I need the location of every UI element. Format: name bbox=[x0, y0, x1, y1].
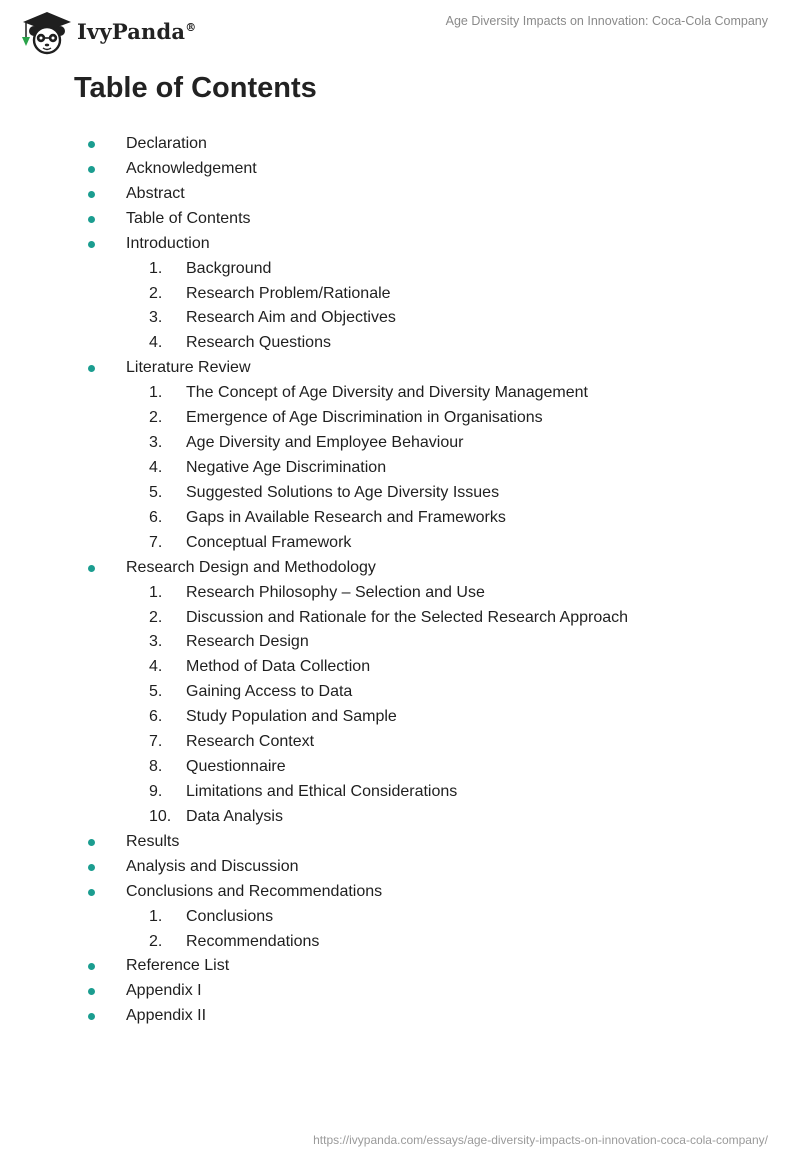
toc-subitem[interactable] bbox=[0, 930, 800, 955]
toc-item-label: Appendix II bbox=[126, 1007, 207, 1025]
toc-subitem-number: 6. bbox=[149, 508, 163, 526]
toc-subitem[interactable] bbox=[0, 630, 800, 655]
toc-subitem[interactable] bbox=[0, 531, 800, 556]
toc-subitem[interactable] bbox=[0, 680, 800, 705]
toc-subitem[interactable] bbox=[0, 406, 800, 431]
toc-subitem-number: 2. bbox=[149, 932, 163, 950]
toc-subitem-number: 5. bbox=[149, 683, 163, 701]
toc-item-label: Introduction bbox=[126, 234, 210, 252]
toc-item[interactable] bbox=[0, 232, 800, 257]
toc-subitem-label: Negative Age Discrimination bbox=[186, 458, 387, 476]
brand-name: IvyPanda® bbox=[77, 18, 197, 44]
toc-subitem[interactable] bbox=[0, 905, 800, 930]
toc-subitem-label: Conclusions bbox=[186, 907, 274, 925]
toc-item[interactable] bbox=[0, 954, 800, 979]
toc-subitem-label: Research Aim and Objectives bbox=[186, 309, 396, 327]
toc-subitem[interactable] bbox=[0, 481, 800, 506]
toc-item[interactable] bbox=[0, 132, 800, 157]
toc-item[interactable] bbox=[0, 979, 800, 1004]
toc-item-label: Literature Review bbox=[126, 359, 251, 377]
toc-item[interactable] bbox=[0, 356, 800, 381]
bullet-icon bbox=[88, 565, 95, 572]
toc-subitem-number: 7. bbox=[149, 733, 163, 751]
bullet-icon bbox=[88, 988, 95, 995]
toc-subitem-label: Suggested Solutions to Age Diversity Issues bbox=[186, 483, 500, 501]
table-of-contents bbox=[0, 132, 800, 1029]
toc-subitem-label: Gaps in Available Research and Frameworks bbox=[186, 508, 506, 526]
panda-graduate-icon bbox=[15, 9, 75, 55]
toc-item[interactable] bbox=[0, 830, 800, 855]
toc-item-label: Appendix I bbox=[126, 982, 202, 1000]
source-url[interactable]: https://ivypanda.com/essays/age-diversity-impacts-on-innovation-coca-cola-company/ bbox=[313, 1133, 768, 1147]
toc-item-label: Declaration bbox=[126, 135, 207, 152]
toc-subitem-label: Research Context bbox=[186, 733, 315, 751]
bullet-icon bbox=[88, 191, 95, 198]
page-header bbox=[0, 0, 800, 60]
toc-subitem-number: 10. bbox=[149, 807, 172, 825]
toc-item-label: Research Design and Methodology bbox=[126, 558, 376, 576]
toc-subitem-number: 9. bbox=[149, 782, 163, 800]
toc-item-label: Results bbox=[126, 832, 180, 850]
toc-subitem-number: 1. bbox=[149, 259, 163, 277]
bullet-icon bbox=[88, 1013, 95, 1020]
toc-subitem-label: Conceptual Framework bbox=[186, 533, 352, 551]
document-title: Age Diversity Impacts on Innovation: Coca-Cola Company bbox=[445, 14, 768, 28]
toc-subitem[interactable] bbox=[0, 655, 800, 680]
toc-subitem[interactable] bbox=[0, 730, 800, 755]
ivypanda-logo[interactable] bbox=[15, 9, 196, 55]
toc-item-label: Acknowledgement bbox=[126, 159, 257, 177]
toc-subitem-number: 3. bbox=[149, 309, 163, 327]
toc-subitem-number: 3. bbox=[149, 434, 163, 452]
toc-subitem[interactable] bbox=[0, 780, 800, 805]
toc-subitem-number: 4. bbox=[149, 458, 163, 476]
toc-subitem-number: 2. bbox=[149, 608, 163, 626]
bullet-icon bbox=[88, 141, 95, 148]
toc-subitem-number: 4. bbox=[149, 658, 163, 676]
toc-item[interactable] bbox=[0, 556, 800, 581]
toc-item-label: Conclusions and Recommendations bbox=[126, 882, 383, 900]
bullet-icon bbox=[88, 963, 95, 970]
toc-subitem-number: 1. bbox=[149, 907, 163, 925]
toc-subitem[interactable] bbox=[0, 381, 800, 406]
toc-subitem[interactable] bbox=[0, 282, 800, 307]
bullet-icon bbox=[88, 365, 95, 372]
toc-subitem[interactable] bbox=[0, 805, 800, 830]
toc-subitem-number: 2. bbox=[149, 284, 163, 302]
toc-subitem[interactable] bbox=[0, 257, 800, 282]
bullet-icon bbox=[88, 839, 95, 846]
bullet-icon bbox=[88, 166, 95, 173]
bullet-icon bbox=[88, 241, 95, 248]
toc-subitem-number: 5. bbox=[149, 483, 163, 501]
toc-subitem-label: Emergence of Age Discrimination in Organisations bbox=[186, 409, 543, 427]
toc-subitem[interactable] bbox=[0, 606, 800, 631]
toc-item-label: Abstract bbox=[126, 184, 185, 202]
toc-item[interactable] bbox=[0, 207, 800, 232]
toc-subitem-label: The Concept of Age Diversity and Diversity Management bbox=[186, 384, 588, 402]
toc-subitem-label: Recommendations bbox=[186, 932, 320, 950]
toc-subitem[interactable] bbox=[0, 755, 800, 780]
toc-subitem-label: Method of Data Collection bbox=[186, 658, 371, 676]
toc-item[interactable] bbox=[0, 182, 800, 207]
toc-subitem[interactable] bbox=[0, 456, 800, 481]
page-title: Table of Contents bbox=[74, 72, 317, 104]
toc-item[interactable] bbox=[0, 880, 800, 905]
toc-subitem-label: Research Questions bbox=[186, 334, 331, 352]
toc-item[interactable] bbox=[0, 855, 800, 880]
toc-subitem-label: Study Population and Sample bbox=[186, 708, 397, 726]
toc-subitem-label: Data Analysis bbox=[186, 807, 283, 825]
toc-item-label: Table of Contents bbox=[126, 209, 251, 227]
toc-item[interactable] bbox=[0, 157, 800, 182]
toc-subitem-number: 1. bbox=[149, 384, 163, 402]
toc-subitem[interactable] bbox=[0, 431, 800, 456]
toc-item[interactable] bbox=[0, 1004, 800, 1029]
toc-subitem-number: 7. bbox=[149, 533, 163, 551]
toc-subitem-label: Limitations and Ethical Considerations bbox=[186, 782, 458, 800]
toc-subitem-number: 3. bbox=[149, 633, 163, 651]
bullet-icon bbox=[88, 864, 95, 871]
toc-item-label: Analysis and Discussion bbox=[126, 857, 299, 875]
toc-subitem-label: Research Philosophy – Selection and Use bbox=[186, 583, 485, 601]
toc-subitem-label: Research Problem/Rationale bbox=[186, 284, 391, 302]
toc-subitem-label: Gaining Access to Data bbox=[186, 683, 353, 701]
toc-subitem[interactable] bbox=[0, 581, 800, 606]
bullet-icon bbox=[88, 889, 95, 896]
toc-subitem[interactable] bbox=[0, 705, 800, 730]
toc-subitem-number: 2. bbox=[149, 409, 163, 427]
toc-subitem-label: Discussion and Rationale for the Selected Research Approach bbox=[186, 608, 629, 626]
toc-subitem-number: 1. bbox=[149, 583, 163, 601]
toc-subitem-number: 6. bbox=[149, 708, 163, 726]
toc-subitem-label: Research Design bbox=[186, 633, 309, 651]
toc-subitem-label: Age Diversity and Employee Behaviour bbox=[186, 434, 464, 452]
toc-item-label: Reference List bbox=[126, 957, 230, 975]
toc-subitem-label: Questionnaire bbox=[186, 758, 286, 776]
toc-subitem-label: Background bbox=[186, 259, 272, 277]
toc-subitem-number: 4. bbox=[149, 334, 163, 352]
registered-mark: ® bbox=[185, 20, 197, 34]
bullet-icon bbox=[88, 216, 95, 223]
toc-subitem-number: 8. bbox=[149, 758, 163, 776]
toc-subitem[interactable] bbox=[0, 331, 800, 356]
toc-subitem[interactable] bbox=[0, 306, 800, 331]
toc-subitem[interactable] bbox=[0, 506, 800, 531]
